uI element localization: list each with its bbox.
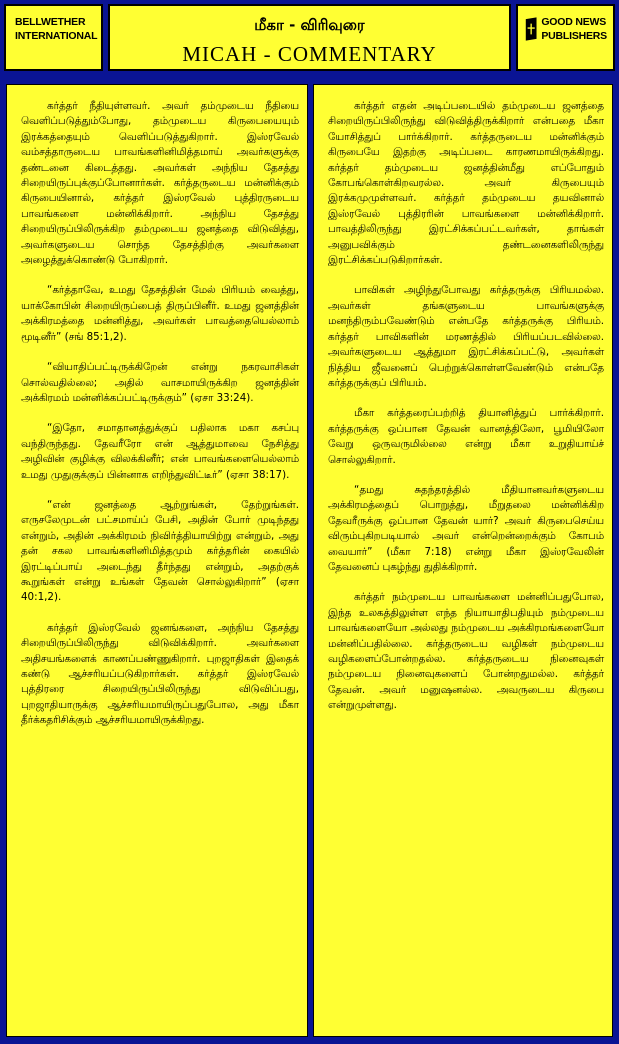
paragraph: பாவிகள் அழிந்துபோவது கர்த்தருக்கு பிரியமல்ல. அவர்கள் தங்களுடைய பாவங்களுக்கு மனந்திரும்பவேண்டும் என்பதே கர்த்தருக்கு பிரியம். கர்த்தர் பாவிகளின் மரணத்தில் பிரியப்படவில்லை. அவர்களுடைய ஆத்துமா இரட்சிக்கப்பட்டு, அவர்கள் நித்திய ஜீவனைப் பெற்றுக்கொள்ளவேண்டும் என்பதே கர்த்தருக்குப் பிரியம். [328,284,604,389]
page-header [0,0,619,78]
paragraph: “என் ஜனத்தை ஆற்றுங்கள், தேற்றுங்கள். எருசலேமுடன் பட்சமாய்ப் பேசி, அதின் போர் முடிந்தது என்றும், அதின் அக்கிரமம் நிவிர்த்தியாயிற்று என்றும், அது தன் சகல பாவங்களினிமித்தமும் கர்த்தரின் கையில் இரட்டிப்பாய் அடைந்து தீர்ந்தது என்றும், அதற்குக் கூறுங்கள் என்று உங்கள் தேவன் சொல்லுகிறார்” (ஏசா 40:1,2). [21,498,299,604]
left-column [6,84,308,1037]
logo-line-1: BELLWETHER [15,16,86,28]
publisher-logo-left [4,4,103,71]
book-figure-icon [524,14,538,44]
paragraph: கர்த்தர் நீதியுள்ளவர். அவர் தம்முடைய நீதியை வெளிப்படுத்தும்போது, தம்முடைய கிருபையையும் இரக்கத்தையும் வெளிப்படுத்துகிறார். இஸ்ரவேல் வம்சத்தாருடைய பாவங்களினிமித்தமாய் அவர்களுக்கு தண்டனை கிடைத்தது. அவர்கள் அந்நிய தேசத்து சிறையிருப்புக்குப்போனார்கள். கர்த்தருடைய மன்னிக்கும் கிருபையினால், கர்த்தர் இஸ்ரவேல் புத்திரருடைய பாவங்களை மன்னிக்கிறார். அந்நிய தேசத்து சிறையிருப்பிலிருக்கிற தம்முடைய ஜனத்தை விடுவித்து, அவர்களுடைய சொந்த தேசத்திற்கு அவர்களை அழைத்துக்கொண்டு போகிறார். [21,100,299,267]
paragraph: “இதோ, சமாதானத்துக்குப் பதிலாக மகா கசப்பு வந்திருந்தது. தேவரீரோ என் ஆத்துமாவை நேசித்து அழிவின் குழிக்கு விலக்கினீர்; என் பாவங்களையெல்லாம் உமது முதுகுக்குப் பின்னாக எறிந்துவிட்டீர்” (ஏசா 38:17). [21,422,299,481]
paragraph: கர்த்தர் நம்முடைய பாவங்களை மன்னிப்பதுபோல, இந்த உலகத்திலுள்ள எந்த நியாயாதிபதியும் நம்முடைய பாவங்களையோ அல்லது நம்முடைய அக்கிரமங்களையோ மன்னிப்பதில்லை. கர்த்தருடைய வழிகள் நம்முடைய வழிகளைப்போன்றதல்ல. கர்த்தருடைய நினைவுகள் நம்முடைய நினைவுகளைப் போன்றதுமல்ல. கர்த்தர் தேவன். அவர் மனுஷனல்ல. அவருடைய கிருபை என்றுமுள்ளது. [328,591,604,712]
paragraph: “வியாதிப்பட்டிருக்கிறேன் என்று நகரவாசிகள் சொல்வதில்லை; அதில் வாசமாயிருக்கிற ஜனத்தின் அக்கிரமம் மன்னிக்கப்பட்டிருக்கும்” (ஏசா 33:24). [21,361,299,404]
title-tamil: மீகா - விரிவுரை [254,16,365,34]
paragraph: “தமது சுதந்தரத்தில் மீதியானவர்களுடைய அக்கிரமத்தைப் பொறுத்து, மீறுதலை மன்னிக்கிற தேவரீருக்கு ஒப்பான தேவன் யார்? அவர் கிருபைசெய்ய விரும்புகிறபடியால் அவர் என்றென்றைக்கும் கோபம் வையார்” (மீகா 7:18) என்று மீகா இஸ்ரவேலின் தேவனைப் புகழ்ந்து துதிக்கிறார். [328,483,604,573]
title-box [108,4,511,71]
title-english: MICAH - COMMENTARY [182,42,437,66]
paragraph: மீகா கர்த்தரைப்பற்றித் தியானித்துப் பார்க்கிறார். கர்த்தருக்கு ஒப்பான தேவன் வானத்திலோ, பூமியிலோ வேறு ஒருவருமில்லை என்று மீகா உறுதியாய்ச் சொல்லுகிறார். [328,407,604,466]
paragraph: “கர்த்தாவே, உமது தேசத்தின் மேல் பிரியம் வைத்து, யாக்கோபின் சிறையிருப்பைத் திருப்பினீர். உமது ஜனத்தின் அக்கிரமத்தை மன்னித்து, அவர்கள் பாவத்தையெல்லாம் மூடினீர்” (சங் 85:1,2). [21,284,299,343]
paragraph: கர்த்தர் இஸ்ரவேல் ஜனங்களை, அந்நிய தேசத்து சிறையிருப்பிலிருந்து விடுவிக்கிறார். அவர்களை அதிசயங்களைக் காணப்பண்ணுகிறார். புறஜாதிகள் இதைக் கண்டு ஆச்சரியப்படுகிறார்கள். கர்த்தர் இஸ்ரவேல் புத்திரரை சிறையிருப்பிலிருந்து விடுவிப்பது, புறஜாதியாருக்கு ஆச்சரியமாயிருப்பதுபோல, அது மீகா தீர்க்கதரிசிக்கும் ஆச்சரியமாயிருக்கிறது. [21,621,299,727]
logo-line-2: PUBLISHERS [541,30,607,42]
logo-line-1: GOOD NEWS [541,16,607,28]
logo-line-2: INTERNATIONAL [15,30,98,42]
right-column [313,84,613,1037]
paragraph: கர்த்தர் எதன் அடிப்படையில் தம்முடைய ஜனத்தை சிறையிருப்பிலிருந்து விடுவித்திருக்கிறார் என்பதை மீகா யோசித்துப் பார்க்கிறார். கர்த்தருடைய மன்னிக்கும் கிருபையே இதற்கு அடிப்படை காரணமாயிருக்கிறது. கர்த்தர் தம்முடைய ஜனத்தின்மீது எப்போதும் கோபங்கொள்கிறவரல்ல. அவர் கிருபையும் இரக்கமுமுள்ளவர். கர்த்தர் தம்முடைய தயவினால் இஸ்ரவேல் புத்திரரின் பாவங்களை மன்னிக்கிறார். பாவத்திலிருந்து இரட்சிக்கப்பட்டவர்கள், தாங்கள் அனுபவிக்கும் தண்டனைகளிலிருந்து இரட்சிக்கப்படுகிறார்கள். [328,100,604,267]
publisher-logo-right [516,4,615,71]
